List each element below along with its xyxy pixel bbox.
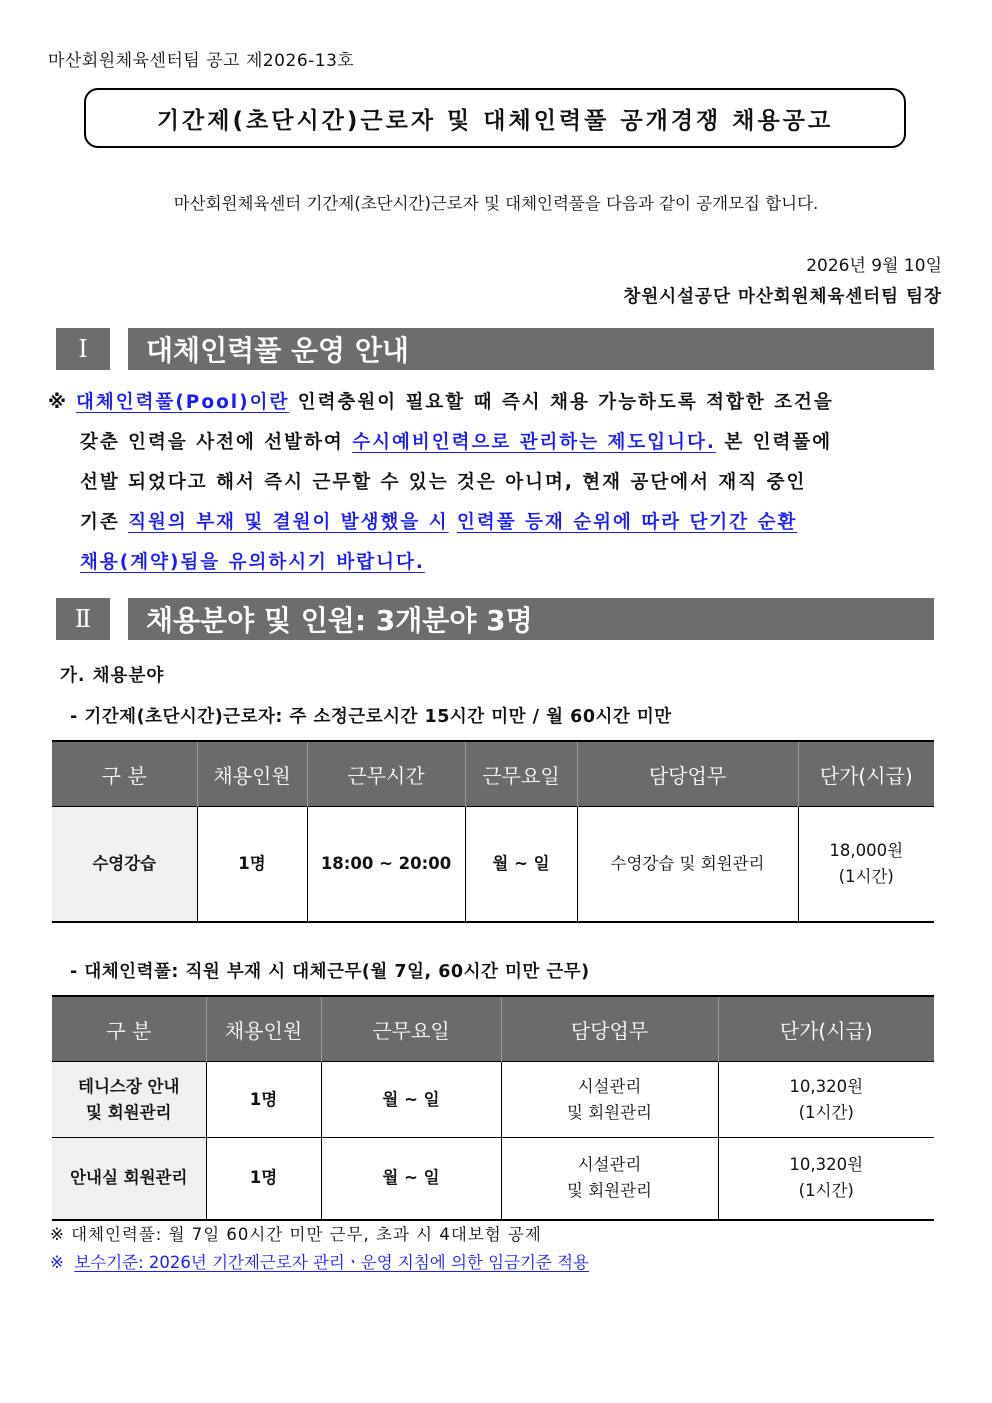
section2-title: 채용분야 및 인원: 3개분야 3명 <box>128 598 934 640</box>
table-row <box>52 807 934 922</box>
notice-date: 2026년 9월 10일 <box>806 256 942 276</box>
cell-wage: 18,000원 (1시간) <box>798 807 934 922</box>
section1-number: Ⅰ <box>56 328 110 370</box>
header-days: 근무요일 <box>465 741 577 807</box>
cell-count: 1명 <box>206 1138 321 1220</box>
fixed-term-table <box>52 740 934 923</box>
pool-line-5 <box>48 543 928 583</box>
notice-number: 마산회원체육센터팀 공고 제2026-13호 <box>48 51 355 71</box>
reference-mark: ※ <box>48 392 68 413</box>
header-count: 채용인원 <box>206 996 321 1062</box>
page-title: 기간제(초단시간)근로자 및 대체인력풀 공개경쟁 채용공고 <box>84 88 906 148</box>
cell-wage: 10,320원 (1시간) <box>718 1138 934 1220</box>
cell-category: 수영강습 <box>52 807 197 922</box>
table-row <box>52 1062 934 1138</box>
cell-duty: 수영강습 및 회원관리 <box>577 807 798 922</box>
cell-duty: 시설관리 및 회원관리 <box>501 1138 718 1220</box>
table-row <box>52 1138 934 1220</box>
cell-count: 1명 <box>206 1062 321 1138</box>
table-header-row <box>52 996 934 1062</box>
pool-heading: - 대체인력풀: 직원 부재 시 대체근무(월 7일, 60시간 미만 근무) <box>70 962 590 982</box>
header-days: 근무요일 <box>321 996 501 1062</box>
header-time: 근무시간 <box>307 741 465 807</box>
cell-wage: 10,320원 (1시간) <box>718 1062 934 1138</box>
pool-highlight-1: 수시예비인력으로 관리하는 제도입니다. <box>352 432 716 453</box>
cell-days: 월 ~ 일 <box>465 807 577 922</box>
fixed-term-heading: - 기간제(초단시간)근로자: 주 소정근로시간 15시간 미만 / 월 60시간 미만 <box>70 707 672 727</box>
header-count: 채용인원 <box>197 741 307 807</box>
section1-title: 대체인력풀 운영 안내 <box>128 328 934 370</box>
pool-highlight-3: 인력풀 등재 순위에 따라 단기간 순환 <box>457 512 798 533</box>
pool-highlight-2: 직원의 부재 및 결원이 발생했을 시 <box>128 512 449 533</box>
pool-line-2: 갖춘 인력을 사전에 선발하여 수시예비인력으로 관리하는 제도입니다. 본 인력풀에 <box>80 432 833 453</box>
pool-highlight-4: 채용(계약)됨을 유의하시기 바랍니다. <box>80 552 425 573</box>
issuer: 창원시설공단 마산회원체육센터팀 팀장 <box>623 287 942 307</box>
cell-category: 테니스장 안내 및 회원관리 <box>52 1062 206 1138</box>
subsection-heading: 가. 채용분야 <box>60 666 165 686</box>
header-duty: 담당업무 <box>577 741 798 807</box>
header-category: 구 분 <box>52 741 197 807</box>
header-wage: 단가(시급) <box>798 741 934 807</box>
header-duty: 담당업무 <box>501 996 718 1062</box>
intro-text: 마산회원체육센터 기간제(초단시간)근로자 및 대체인력풀을 다음과 같이 공개모집 합니다. <box>173 194 819 213</box>
header-wage: 단가(시급) <box>718 996 934 1062</box>
cell-duty: 시설관리 및 회원관리 <box>501 1062 718 1138</box>
note-pay-standard: ※ 보수기준: 2026년 기간제근로자 관리ㆍ운영 지침에 의한 임금기준 적용 <box>50 1253 589 1272</box>
header-category: 구 분 <box>52 996 206 1062</box>
table-header-row <box>52 741 934 807</box>
cell-days: 월 ~ 일 <box>321 1062 501 1138</box>
pool-table <box>52 995 934 1221</box>
pool-line-3: 선발 되었다고 해서 즉시 근무할 수 있는 것은 아니며, 현재 공단에서 재직 중인 <box>80 472 807 493</box>
cell-time: 18:00 ~ 20:00 <box>307 807 465 922</box>
cell-count: 1명 <box>197 807 307 922</box>
pool-text-part: 인력충원이 필요할 때 즉시 채용 가능하도록 적합한 조건을 <box>289 392 834 413</box>
section2-number: Ⅱ <box>56 598 110 640</box>
pool-description <box>48 383 928 583</box>
cell-category: 안내실 회원관리 <box>52 1138 206 1220</box>
note-pool-hours: ※ 대체인력풀: 월 7일 60시간 미만 근무, 초과 시 4대보험 공제 <box>50 1225 542 1244</box>
pool-definition-term: 대체인력풀(Pool)이란 <box>76 392 290 413</box>
pool-line-4: 기존 직원의 부재 및 결원이 발생했을 시 인력풀 등재 순위에 따라 단기간 순환 <box>80 512 798 533</box>
cell-days: 월 ~ 일 <box>321 1138 501 1220</box>
